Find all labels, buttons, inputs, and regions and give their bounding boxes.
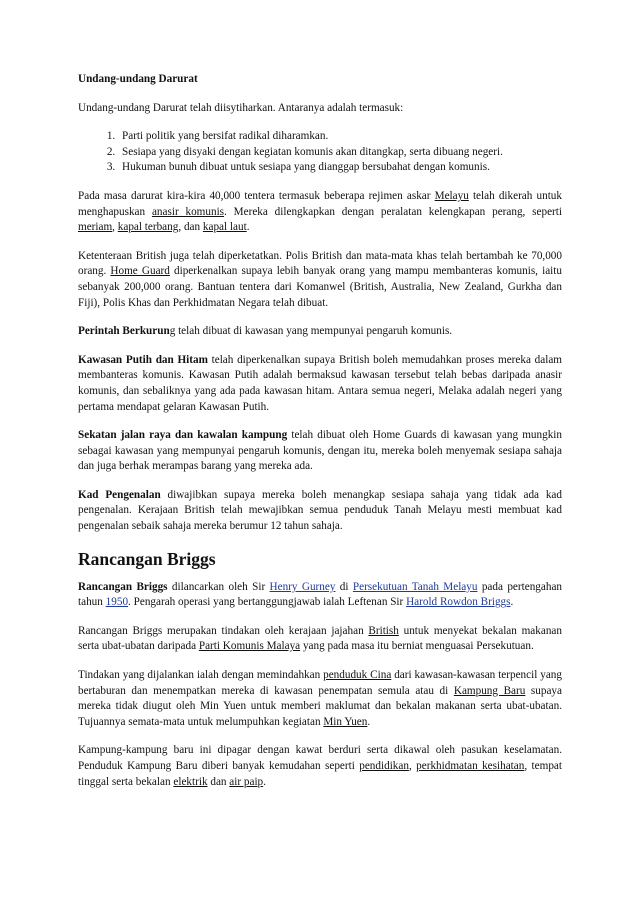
link-persekutuan-tanah-melayu[interactable]: Persekutuan Tanah Melayu	[352, 580, 478, 593]
paragraph-perintah-berkurung: Perintah Berkurung telah dibuat di kawasan yang mempunyai pengaruh komunis.	[78, 325, 453, 338]
document-page	[78, 72, 562, 803]
link-kampung-baru[interactable]: Kampung Baru	[453, 684, 526, 697]
link-pendidikan[interactable]: pendidikan	[359, 760, 409, 772]
paragraph-briggs-purpose: Rancangan Briggs merupakan tindakan oleh kerajaan jajahan British untuk menyekat bekalan makanan serta ubat-ubatan daripada Parti Komunis Malaya yang pada masa itu berniat menguasai Persekutuan.	[78, 624, 562, 653]
paragraph-sekatan-jalan-raya: Sekatan jalan raya dan kawalan kampung telah dibuat oleh Home Guards di kawasan yang mungkin sebagai kawasan yang mempunyai pengaruh komunis, dengan itu, mereka boleh menyemak sesiapa sahaja dan juga berhak merampas barang yang mereka ada.	[78, 429, 562, 473]
paragraph-kawasan-putih-hitam: Kawasan Putih dan Hitam telah diperkenalkan supaya British boleh memudahkan proses mereka dalam membanteras komunis. Kawasan Putih adalah bermaksud kawasan tersebut telah bebas daripada anasir komunis, dan sebaliknya yang ada pada kawasan hitam. Antara semua negeri, Melaka adalah negeri yang pertama mendapat gelaran Kawasan Putih.	[78, 353, 562, 413]
section-heading-briggs: Rancangan Briggs	[78, 548, 216, 569]
link-british[interactable]: British	[368, 624, 399, 637]
link-henry-gurney[interactable]: Henry Gurney	[269, 580, 336, 593]
paragraph-briggs-action: Tindakan yang dijalankan ialah dengan memindahkan penduduk Cina dari kawasan-kawasan terpencil yang bertaburan dan menempatkan mereka di kawasan penempatan semula atau di Kampung Baru supaya mereka tidak diugut oleh Min Yuen untuk memberi maklumat dan bekalan makanan serta ubat-ubatan. Tujuannya semata-mata untuk melumpuhkan kegiatan Min Yuen.	[78, 669, 562, 728]
link-kapal-laut[interactable]: kapal laut	[202, 221, 247, 234]
list-item: 3. Hukuman bunuh dibuat untuk sesiapa yang dianggap bersubahat dengan komunis.	[118, 160, 562, 176]
link-1950[interactable]: 1950	[105, 596, 129, 609]
list-item: 1. Parti politik yang bersifat radikal diharamkan.	[118, 129, 562, 145]
link-meriam[interactable]: meriam	[78, 221, 113, 234]
paragraph-kad-pengenalan: Kad Pengenalan diwajibkan supaya mereka boleh menangkap sesiapa sahaja yang tidak ada kad pengenalan. Kerajaan British telah mewajibkan semua penduduk Tanah Melayu mesti membuat kad pengenalan sebaik sahaja mereka berumur 12 tahun sahaja.	[78, 488, 562, 533]
link-home-guard[interactable]: Home Guard	[110, 265, 170, 278]
link-penduduk-cina[interactable]: penduduk Cina	[323, 669, 392, 682]
link-kapal-terbang[interactable]: kapal terbang	[117, 221, 179, 234]
link-anasir-komunis[interactable]: anasir komunis	[151, 205, 225, 218]
link-elektrik[interactable]: elektrik	[173, 775, 208, 788]
link-harold-rowdon-briggs[interactable]: Harold Rowdon Briggs	[406, 596, 511, 609]
paragraph-tentera: Pada masa darurat kira-kira 40,000 tentera termasuk beberapa rejimen askar Melayu telah dikerah untuk menghapuskan anasir komunis. Mereka dilengkapkan dengan peralatan kelengkapan perang, seperti meriam, kapal terbang, dan kapal laut.	[78, 189, 562, 234]
link-air-paip[interactable]: air paip	[229, 775, 264, 788]
darurat-list	[78, 129, 562, 176]
paragraph-kampung-baru: Kampung-kampung baru ini dipagar dengan kawat berduri serta dikawal oleh pasukan keselamatan. Penduduk Kampung Baru diberi banyak kemudahan seperti pendidikan, perkhidmatan kesihatan, tempat tinggal serta bekalan elektrik dan air paip.	[78, 744, 562, 788]
link-min-yuen[interactable]: Min Yuen	[323, 715, 368, 728]
link-melayu[interactable]: Melayu	[434, 189, 469, 202]
paragraph-briggs-launch: Rancangan Briggs dilancarkan oleh Sir Henry Gurney di Persekutuan Tanah Melayu pada pertengahan tahun 1950. Pengarah operasi yang bertanggungjawab ialah Leftenan Sir Harold Rowdon Briggs.	[78, 580, 562, 609]
section-heading-darurat: Undang-undang Darurat	[78, 73, 198, 85]
paragraph-ketenteraan: Ketenteraan British juga telah diperketatkan. Polis British dan mata-mata khas telah bertambah ke 70,000 orang. Home Guard diperkenalkan supaya lebih banyak orang yang mampu membanteras komunis, iaitu sebanyak 200,000 orang. Bantuan tentera dari Komanwel (British, Australia, New Zealand, Gurkha dan Fiji), Polis Khas dan Perkhidmatan Negara telah dibuat.	[78, 249, 562, 309]
link-perkhidmatan-kesihatan[interactable]: perkhidmatan kesihatan	[416, 760, 525, 772]
link-parti-komunis-malaya[interactable]: Parti Komunis Malaya	[198, 640, 301, 653]
list-item: 2. Sesiapa yang disyaki dengan kegiatan komunis akan ditangkap, serta dibuang negeri.	[118, 145, 562, 161]
intro-lead: Undang-undang Darurat telah diisytiharkan. Antaranya adalah termasuk:	[78, 101, 404, 114]
